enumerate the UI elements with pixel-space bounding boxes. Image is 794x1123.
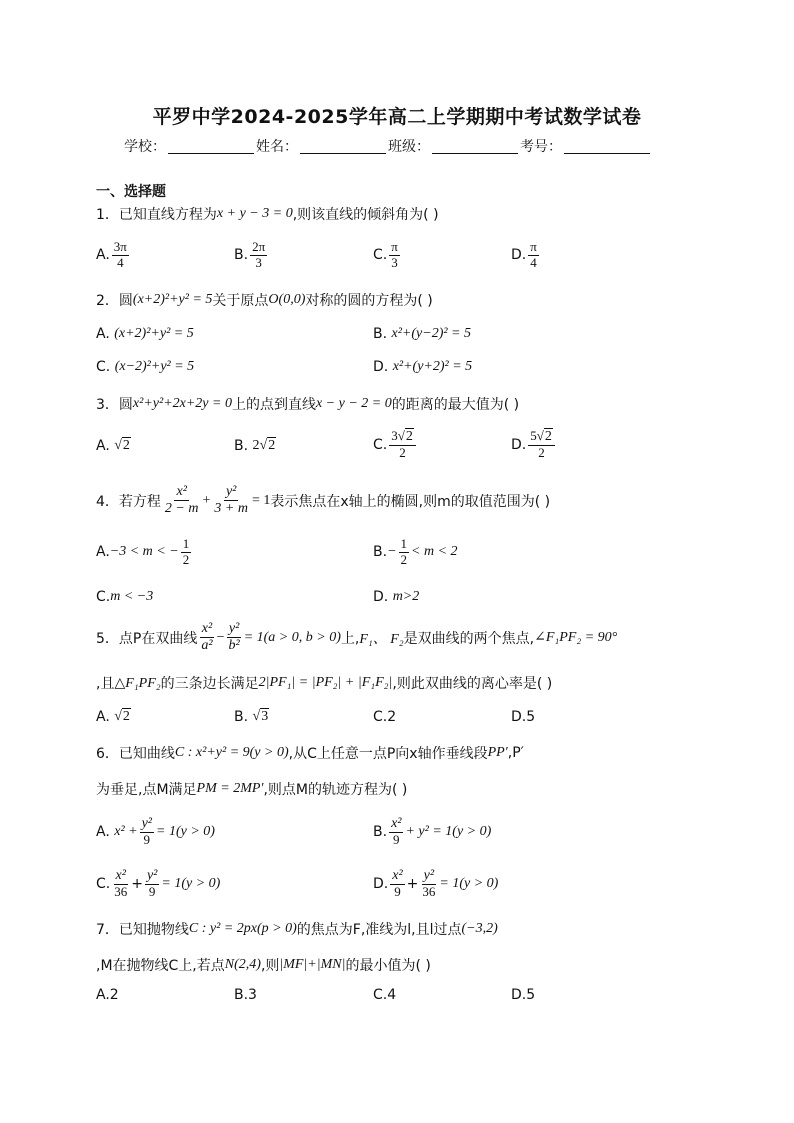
q7-option-d[interactable]: D.5 [511,987,536,1003]
q1-option-a[interactable]: A. $\frac{3\pi}{4}$ [96,239,127,270]
school-blank[interactable] [168,139,254,154]
q2-option-d[interactable]: D. x²+(y+2)² = 5 [373,359,473,375]
question-7-line-2: ,M在抛物线C上,若点 N(2,4) ,则 |MF|+|MN| 的最小值为( ) [96,957,431,974]
q3-option-d[interactable]: D. $\frac{5√2}{2}$ [511,429,557,461]
q4-option-b[interactable]: B. − $\frac{1}{2}$ < m < 2 [373,536,458,567]
q5-option-b[interactable]: B. √3 [234,709,269,725]
q2-option-b[interactable]: B. x²+(y−2)² = 5 [373,326,472,342]
class-label: 班级： [388,139,430,155]
q3-option-b[interactable]: B. 2√2 [234,438,276,454]
q6-option-c[interactable]: C. $\frac{\text{x²}}{36}$ + $\frac{\text{y²}}{9}$ = 1(y > 0) [96,868,221,900]
q1-option-c[interactable]: C. $\frac{\pi}{3}$ [373,239,398,270]
q1-option-b[interactable]: B. $\frac{2\pi}{3}$ [234,239,266,270]
q2-option-a[interactable]: A. (x+2)²+y² = 5 [96,326,194,342]
question-1: 1． 已知直线方程为 x + y − 3 = 0 ,则该直线的倾斜角为( ) [96,206,439,223]
page-title: 平罗中学2024-2025学年高二上学期期中考试数学试卷 [152,106,642,128]
q5-option-d[interactable]: D.5 [511,709,536,725]
question-7-line-1: 7． 已知抛物线 C : y² = 2px(p > 0) 的焦点为F,准线为l,且l过点 (−3,2) [96,921,498,938]
question-2: 2． 圆 (x+2)²+y² = 5 关于原点 O(0,0) 对称的圆的方程为( ) [96,292,433,309]
question-5-line-2: ,且 △F₁PF₂ 的三条边长满足 2|PF₁| = |PF₂| + |F₁F₂| ,则此双曲线的离心率是( ) [96,675,553,692]
question-6-line-2: 为垂足,点M满足 PM = 2MP′ ,则点M的轨迹方程为( ) [96,781,408,798]
question-4: 4． 若方程 $\frac{\text{x²}}{2 - m}$ + $\frac{\text{y²}}{3 + m}$ = 1 表示焦点在x轴上的椭圆,则m的取值范围为( ) [96,484,551,517]
q7-option-a[interactable]: A.2 [96,987,119,1003]
school-label: 学校： [124,139,166,155]
section-heading: 一、选择题 [96,184,166,200]
question-3: 3． 圆 x²+y²+2x+2y = 0 上的点到直线 x − y − 2 = 0 的距离的最大值为( ) [96,396,520,413]
q5-option-c[interactable]: C.2 [373,709,397,725]
number-label: 考号： [520,139,562,155]
class-blank[interactable] [432,139,518,154]
student-info-row [124,136,652,156]
q4-option-d[interactable]: D. m>2 [373,589,420,605]
q7-option-c[interactable]: C.4 [373,987,397,1003]
q7-option-b[interactable]: B.3 [234,987,257,1003]
question-5-line-1: 5． 点P在双曲线 $\frac{\text{x²}}{\text{a²}}$ − $\frac{\text{y²}}{\text{b²}}$ = 1(a > 0, b > 0) 上, F₁、 F₂ 是双曲线的两个焦点, ∠F₁PF₂ = 90° [96,621,618,654]
question-6-line-1: 6． 已知曲线 C : x²+y² = 9(y > 0) ,从C上任意一点P向x轴作垂线段 PP′ ,P′ [96,745,524,762]
q4-option-c[interactable]: C. m < −3 [96,589,154,605]
q1-option-d[interactable]: D. $\frac{\pi}{4}$ [511,239,537,270]
q3-option-a[interactable]: A. √2 [96,438,130,454]
q4-option-a[interactable]: A. −3 < m < − $\frac{1}{2}$ [96,536,190,567]
q6-option-a[interactable]: A. x² + $\frac{\text{y²}}{9}$ = 1(y > 0) [96,816,215,848]
q6-option-b[interactable]: B. $\frac{\text{x²}}{9}$ + y² = 1(y > 0) [373,816,492,848]
q5-option-a[interactable]: A. √2 [96,709,130,725]
name-label: 姓名： [256,139,298,155]
name-blank[interactable] [300,139,386,154]
number-blank[interactable] [564,139,650,154]
q6-option-d[interactable]: D. $\frac{\text{x²}}{9}$ + $\frac{\text{y²}}{36}$ = 1(y > 0) [373,868,499,900]
q3-option-c[interactable]: C. $\frac{3√2}{2}$ [373,429,418,461]
q2-option-c[interactable]: C. (x−2)²+y² = 5 [96,359,195,375]
